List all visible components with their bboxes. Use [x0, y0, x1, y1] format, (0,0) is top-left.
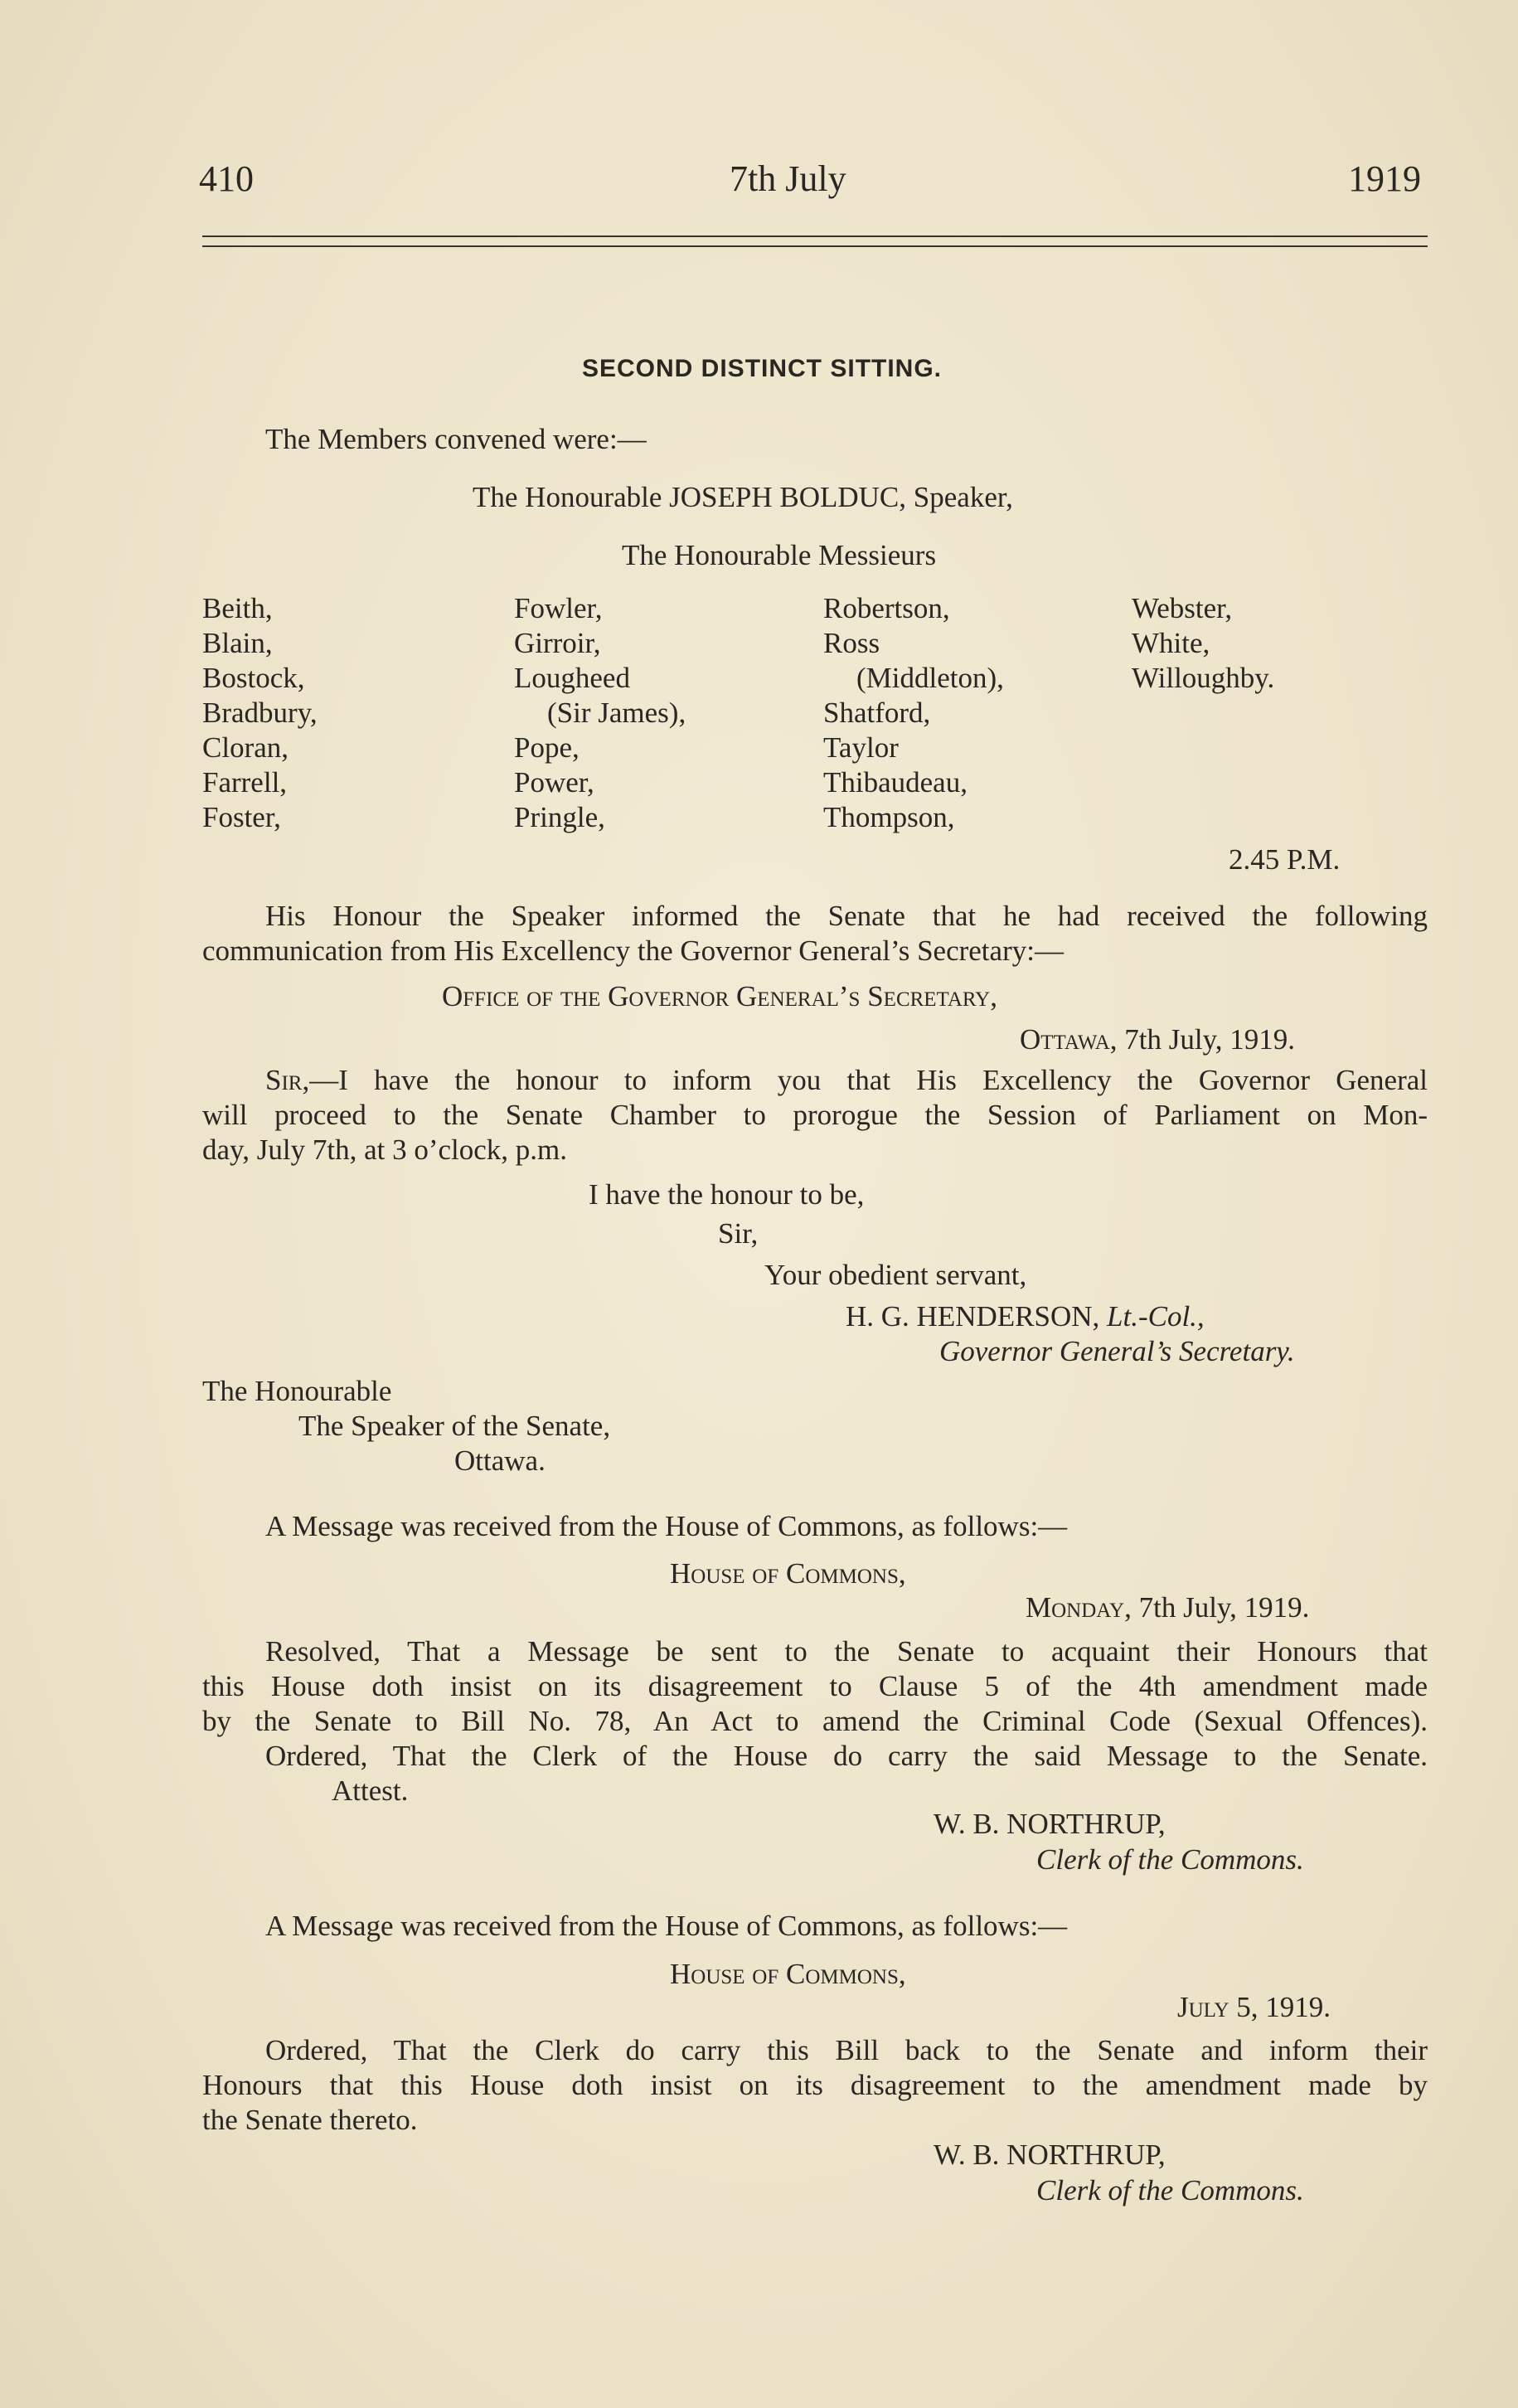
- message1-ordered: Ordered, That the Clerk of the House do carry the said Message to the Senate.: [265, 1740, 1428, 1772]
- letter-body-line-2: will proceed to the Senate Chamber to prorogue the Session of Parliament on Mon-: [202, 1099, 1428, 1131]
- message1-date: 7th July, 1919.: [1138, 1591, 1310, 1624]
- sitting-title: SECOND DISTINCT SITTING.: [582, 355, 943, 382]
- members-column-3: [823, 591, 1004, 835]
- message1-intro: A Message was received from the House of Commons, as follows:—: [265, 1510, 1068, 1542]
- members-column-2: [514, 591, 686, 835]
- member-name: (Sir James),: [547, 697, 686, 729]
- speaker-prefix: The Honourable: [473, 481, 662, 513]
- header-year: 1919: [1348, 158, 1421, 199]
- members-column-1: [202, 591, 318, 835]
- speaker-role: Speaker,: [913, 481, 1013, 513]
- message2-intro: A Message was received from the House of Commons, as follows:—: [265, 1910, 1068, 1942]
- member-name: Pringle,: [514, 801, 605, 833]
- letter-body-line-1: Sir,—I have the honour to inform you that His Excellency the Governor General: [265, 1064, 1428, 1096]
- message2-signer: W. B. NORTHRUP,: [934, 2139, 1166, 2171]
- message2-line-2: Honours that this House doth insist on its disagreement to the amendment made by: [202, 2069, 1428, 2101]
- message1-house: House of Commons,: [670, 1557, 906, 1590]
- member-name: Ross: [823, 627, 880, 659]
- member-name: Beith,: [202, 592, 273, 624]
- message2-line-3: the Senate thereto.: [202, 2104, 418, 2136]
- member-name: Taylor: [823, 731, 899, 764]
- communication-intro-line-2: communication from His Excellency the Governor General’s Secretary:—: [202, 935, 1064, 967]
- header-rule-top: [202, 235, 1428, 237]
- member-name: White,: [1132, 627, 1210, 659]
- sitting-time: 2.45 P.M.: [1229, 843, 1341, 876]
- letter-closing-2: Sir,: [718, 1217, 759, 1250]
- member-name: (Middleton),: [856, 662, 1004, 694]
- member-name: Foster,: [202, 801, 281, 833]
- letter-date: 7th July, 1919.: [1124, 1023, 1296, 1056]
- letter-address-2: The Speaker of the Senate,: [298, 1410, 611, 1442]
- member-name: Cloran,: [202, 731, 289, 764]
- member-name: Bradbury,: [202, 697, 318, 729]
- message2-signer-title: Clerk of the Commons.: [1036, 2174, 1304, 2207]
- message1-line-1: Resolved, That a Message be sent to the Senate to acquaint their Honours that: [265, 1635, 1428, 1668]
- members-intro: The Members convened were:—: [265, 423, 647, 455]
- message1-dateline: [1026, 1590, 1309, 1625]
- message1-day: Monday,: [1026, 1591, 1132, 1624]
- member-name: Webster,: [1132, 592, 1233, 624]
- office-heading: Office of the Governor General’s Secretary,: [442, 980, 997, 1012]
- header-rule-bottom: [202, 245, 1428, 247]
- message2-house: House of Commons,: [670, 1958, 906, 1990]
- member-name: Lougheed: [514, 662, 630, 694]
- letter-signer: [846, 1299, 1205, 1334]
- letter-address-3: Ottawa.: [454, 1444, 546, 1477]
- messieurs-line: The Honourable Messieurs: [622, 539, 937, 571]
- member-name: Robertson,: [823, 592, 950, 624]
- signer-rank: Lt.-Col.,: [1107, 1300, 1205, 1333]
- letter-body-line-3: day, July 7th, at 3 o’clock, p.m.: [202, 1134, 568, 1166]
- message2-date: July 5, 1919.: [1177, 1991, 1331, 2023]
- speaker-line: [473, 480, 1013, 515]
- message1-line-2: this House doth insist on its disagreement to Clause 5 of the 4th amendment made: [202, 1670, 1428, 1702]
- page-number: 410: [199, 158, 254, 199]
- header-date: 7th July: [730, 158, 846, 199]
- communication-intro-line-1: His Honour the Speaker informed the Senate that he had received the following: [265, 900, 1428, 932]
- member-name: Blain,: [202, 627, 273, 659]
- member-name: Farrell,: [202, 766, 288, 799]
- member-name: Thompson,: [823, 801, 955, 833]
- message1-signer-title: Clerk of the Commons.: [1036, 1843, 1304, 1876]
- member-name: Shatford,: [823, 697, 931, 729]
- message1-signer: W. B. NORTHRUP,: [934, 1808, 1166, 1840]
- letter-closing-1: I have the honour to be,: [589, 1178, 865, 1211]
- member-name: Power,: [514, 766, 594, 799]
- member-name: Thibaudeau,: [823, 766, 968, 799]
- member-name: Pope,: [514, 731, 580, 764]
- letter-dateline: [1020, 1022, 1295, 1057]
- letter-place: Ottawa,: [1020, 1023, 1118, 1056]
- member-name: Willoughby.: [1132, 662, 1275, 694]
- message1-line-3: by the Senate to Bill No. 78, An Act to amend the Criminal Code (Sexual Offences).: [202, 1705, 1428, 1737]
- members-column-4: [1132, 591, 1274, 696]
- letter-address-1: The Honourable: [202, 1375, 392, 1407]
- member-name: Fowler,: [514, 592, 603, 624]
- message2-line-1: Ordered, That the Clerk do carry this Bill back to the Senate and inform their: [265, 2034, 1428, 2066]
- letter-signer-title: Governor General’s Secretary.: [939, 1335, 1295, 1367]
- letter-closing-3: Your obedient servant,: [764, 1259, 1027, 1291]
- member-name: Bostock,: [202, 662, 305, 694]
- message1-attest: Attest.: [332, 1774, 409, 1807]
- member-name: Girroir,: [514, 627, 601, 659]
- speaker-name: JOSEPH BOLDUC,: [669, 481, 907, 513]
- signer-name: H. G. HENDERSON,: [846, 1300, 1100, 1333]
